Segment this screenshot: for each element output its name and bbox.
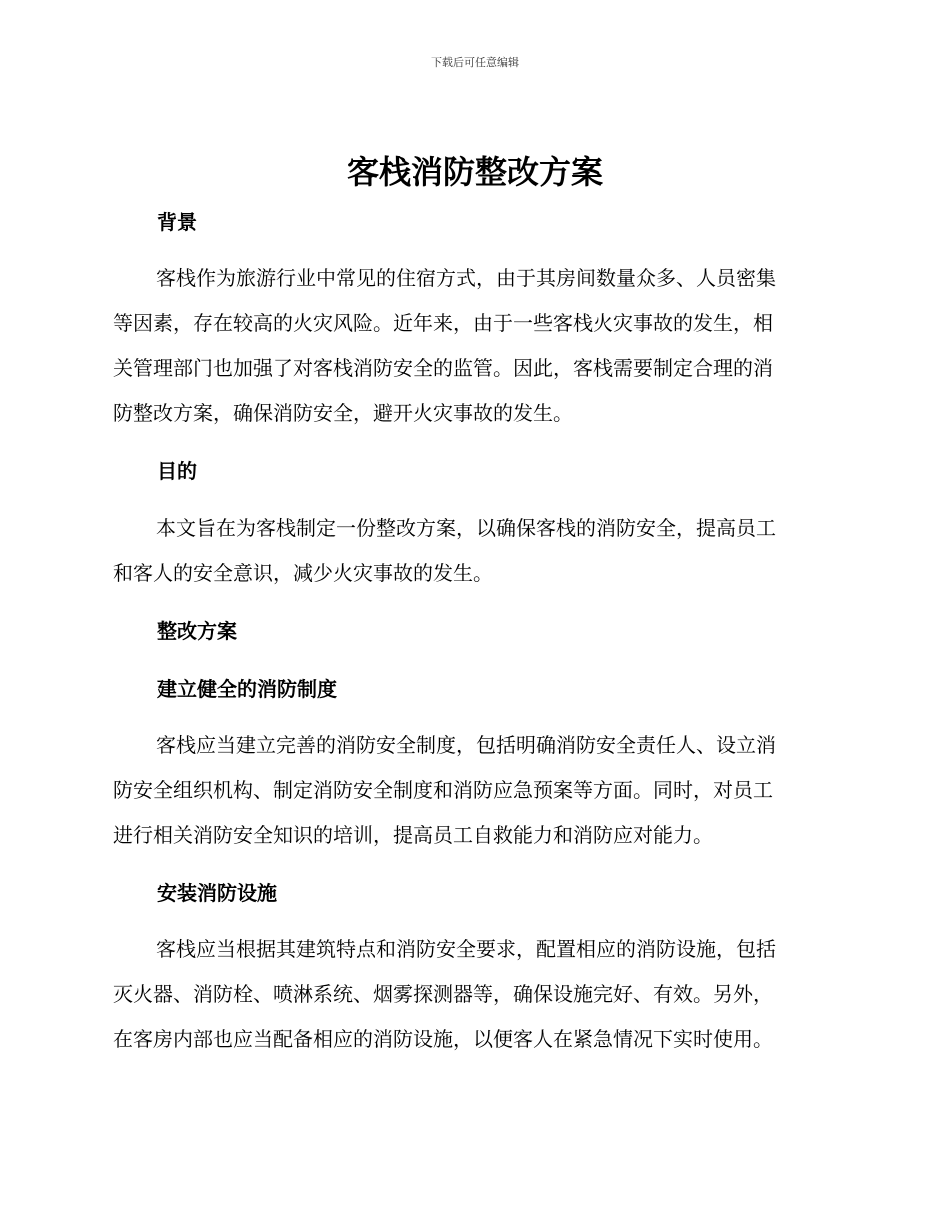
paragraph-line: 在客房内部也应当配备相应的消防设施，以便客人在紧急情况下实时使用。 [113, 1027, 773, 1051]
paragraph-line: 关管理部门也加强了对客栈消防安全的监管。因此，客栈需要制定合理的消 [113, 356, 773, 380]
paragraph-fire-system [113, 723, 833, 858]
paragraph-line: 防整改方案，确保消防安全，避开火灾事故的发生。 [113, 401, 573, 425]
paragraph-line: 防安全组织机构、制定消防安全制度和消防应急预案等方面。同时，对员工 [113, 778, 773, 802]
heading-fire-system: 建立健全的消防制度 [157, 677, 337, 701]
paragraph-line: 进行相关消防安全知识的培训，提高员工自救能力和消防应对能力。 [113, 823, 713, 847]
heading-background: 背景 [157, 210, 197, 234]
paragraph-line: 本文旨在为客栈制定一份整改方案，以确保客栈的消防安全，提高员工 [156, 516, 776, 540]
heading-purpose: 目的 [157, 459, 197, 483]
page-header-note: 下载后可任意编辑 [431, 56, 519, 69]
paragraph-line: 等因素，存在较高的火灾风险。近年来，由于一些客栈火灾事故的发生，相 [113, 311, 773, 335]
paragraph-purpose [113, 506, 833, 596]
paragraph-line: 客栈应当根据其建筑特点和消防安全要求，配置相应的消防设施，包括 [156, 937, 776, 961]
paragraph-fire-facilities [113, 927, 833, 1062]
heading-fire-facilities: 安装消防设施 [157, 881, 277, 905]
paragraph-line: 和客人的安全意识，减少火灾事故的发生。 [113, 561, 493, 585]
paragraph-background [113, 256, 833, 436]
document-title: 客栈消防整改方案 [346, 153, 603, 191]
heading-plan: 整改方案 [157, 619, 237, 643]
paragraph-line: 客栈作为旅游行业中常见的住宿方式，由于其房间数量众多、人员密集 [156, 266, 776, 290]
paragraph-line: 客栈应当建立完善的消防安全制度，包括明确消防安全责任人、设立消 [156, 733, 776, 757]
paragraph-line: 灭火器、消防栓、喷淋系统、烟雾探测器等，确保设施完好、有效。另外， [113, 982, 773, 1006]
